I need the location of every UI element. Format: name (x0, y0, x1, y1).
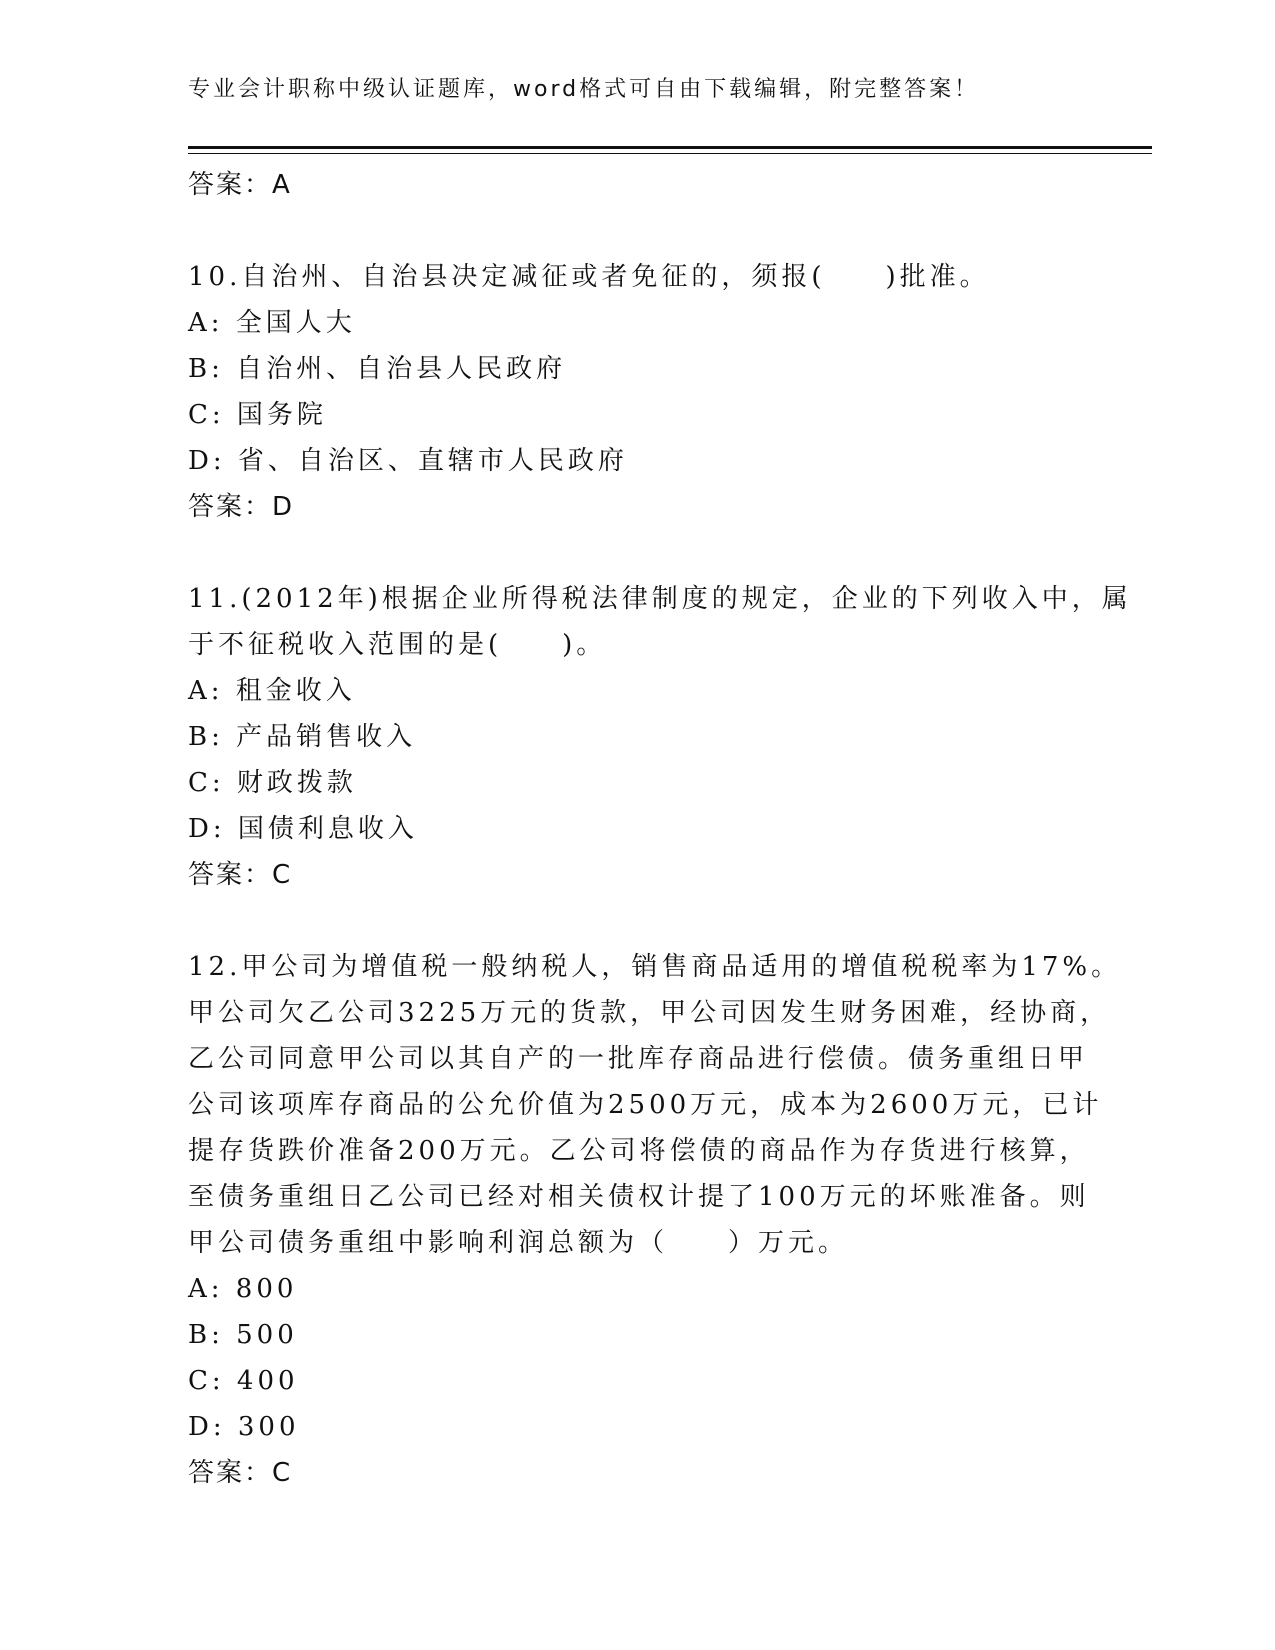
question-text: 提存货跌价准备200万元。乙公司将偿债的商品作为存货进行核算， (188, 1136, 1090, 1166)
answer-line: 答案：D (188, 492, 295, 522)
answer-line: 答案：C (188, 860, 293, 890)
question-text: 11.(2012年)根据企业所得税法律制度的规定，企业的下列收入中，属 (188, 584, 1132, 614)
option-d: D: 省、自治区、直辖市人民政府 (188, 446, 628, 476)
question-block (188, 254, 1088, 530)
option-b: B: 自治州、自治县人民政府 (188, 354, 567, 384)
question-text: 甲公司债务重组中影响利润总额为（ ）万元。 (188, 1228, 849, 1258)
option-c: C: 国务院 (188, 400, 327, 430)
question-text: 于不征税收入范围的是( )。 (188, 630, 607, 660)
answer-line: 答案：C (188, 1458, 293, 1488)
option-b: B: 产品销售收入 (188, 722, 417, 752)
option-c: C: 财政拨款 (188, 768, 357, 798)
question-text: 10.自治州、自治县决定减征或者免征的，须报( )批准。 (188, 262, 990, 292)
option-d: D: 300 (188, 1412, 300, 1442)
option-c: C: 400 (188, 1366, 299, 1396)
block-gap (188, 898, 1088, 944)
question-text: 公司该项库存商品的公允价值为2500万元，成本为2600万元，已计 (188, 1090, 1103, 1120)
option-b: B: 500 (188, 1320, 298, 1350)
block-gap (188, 530, 1088, 576)
page-header: 专业会计职称中级认证题库，word格式可自由下载编辑，附完整答案！ (188, 77, 980, 102)
question-block (188, 576, 1132, 898)
answer-line: 答案：A (188, 170, 292, 200)
option-a: A: 租金收入 (188, 676, 356, 706)
option-d: D: 国债利息收入 (188, 814, 418, 844)
block-gap (188, 208, 1088, 254)
question-text: 乙公司同意甲公司以其自产的一批库存商品进行偿债。债务重组日甲 (188, 1044, 1089, 1074)
header-rule-thick (188, 146, 1152, 149)
question-list (188, 162, 1132, 1496)
header-rule-thin (188, 153, 1152, 154)
question-block (188, 944, 1122, 1496)
question-text: 12.甲公司为增值税一般纳税人，销售商品适用的增值税税率为17%。 (188, 952, 1122, 982)
option-a: A: 800 (188, 1274, 298, 1304)
option-a: A: 全国人大 (188, 308, 356, 338)
question-text: 甲公司欠乙公司3225万元的货款，甲公司因发生财务困难，经协商， (188, 998, 1111, 1028)
question-text: 至债务重组日乙公司已经对相关债权计提了100万元的坏账准备。则 (188, 1182, 1090, 1212)
